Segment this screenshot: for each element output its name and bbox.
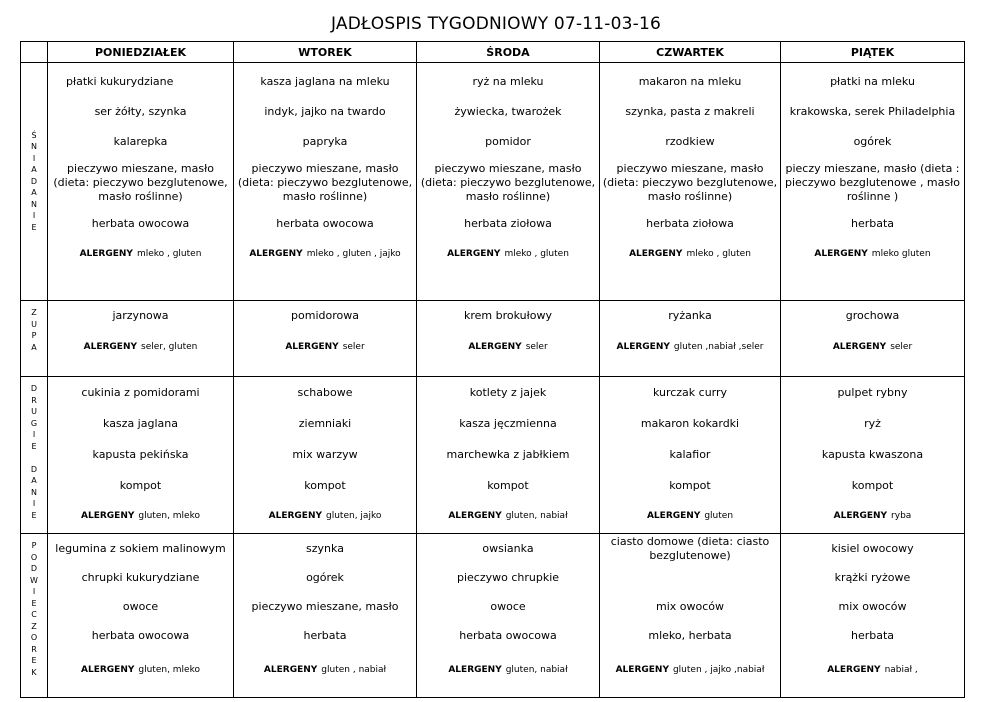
allergen-line [781, 239, 964, 269]
menu-item: kalafior [669, 447, 711, 461]
allergen-label: ALERGENY [79, 249, 133, 259]
allergen-label: ALERGENY [81, 511, 135, 521]
allergen-list: gluten ,nabiał ,seler [673, 342, 764, 352]
menu-item: płatki na mleku [830, 75, 915, 88]
allergen-line [781, 331, 964, 363]
menu-item: pieczy mieszane, masło (dieta : pieczywo bezglutenowe , masło roślinne ) [785, 162, 960, 203]
menu-item: pieczywo mieszane, masło (dieta: pieczywo bezglutenowe, masło roślinne) [53, 162, 228, 203]
menu-item: jarzynowa [112, 309, 169, 322]
allergen-line [48, 239, 233, 269]
menu-cell [781, 377, 965, 534]
allergen-line [234, 331, 416, 363]
menu-item: kapusta kwaszona [821, 447, 924, 461]
allergen-label: ALERGENY [629, 249, 683, 259]
menu-item: pomidorowa [291, 309, 359, 322]
day-header-tuesday: WTOREK [234, 42, 417, 63]
menu-item: herbata owocowa [276, 217, 374, 230]
menu-item: herbata owocowa [91, 628, 190, 642]
allergen-list: nabiał , [884, 665, 918, 675]
menu-cell [234, 301, 417, 377]
menu-cell [234, 63, 417, 301]
menu-cell [781, 63, 965, 301]
menu-cell [781, 301, 965, 377]
menu-item: szynka, pasta z makreli [625, 105, 755, 118]
menu-item: owoce [122, 599, 159, 613]
page-title: JADŁOSPIS TYGODNIOWY 07-11-03-16 [330, 14, 662, 34]
allergen-list: seler [342, 342, 365, 352]
menu-item: rzodkiew [665, 135, 715, 148]
allergen-label: ALERGENY [814, 249, 868, 259]
soup-row [21, 301, 965, 377]
menu-item: pieczywo mieszane, masło (dieta: pieczywo bezglutenowe, masło roślinne) [602, 162, 778, 203]
allergen-line [417, 331, 599, 363]
allergen-label: ALERGENY [249, 249, 303, 259]
allergen-line [781, 650, 964, 690]
main-course-label: D R U G I E D A N I E [21, 377, 48, 534]
menu-item: mix owoców [838, 599, 907, 613]
menu-item: kotlety z jajek [469, 385, 547, 399]
allergen-list: mleko , gluten [136, 249, 202, 259]
allergen-line [600, 650, 780, 690]
menu-item: ogórek [853, 135, 892, 148]
menu-item: ryż [864, 416, 881, 430]
menu-item: kasza jęczmienna [459, 416, 557, 430]
allergen-list: gluten, mleko [138, 665, 200, 675]
allergen-label: ALERGENY [615, 665, 669, 675]
day-header-friday: PIĄTEK [781, 42, 965, 63]
allergen-line [234, 650, 416, 690]
allergen-list: seler, gluten [141, 342, 198, 352]
allergen-list: seler [525, 342, 548, 352]
allergen-line [600, 239, 780, 269]
menu-item: makaron na mleku [638, 75, 742, 88]
menu-item: indyk, jajko na twardo [264, 105, 386, 118]
menu-item: herbata [303, 628, 347, 642]
menu-cell [417, 301, 600, 377]
allergen-list: ryba [891, 511, 912, 521]
menu-item: kompot [487, 478, 529, 492]
day-header-wednesday: ŚRODA [417, 42, 600, 63]
main-course-row [21, 377, 965, 534]
allergen-list: gluten, mleko [138, 511, 200, 521]
menu-item: krakowska, serek Philadelphia [789, 105, 956, 118]
allergen-list: gluten, jajko [326, 511, 382, 521]
allergen-line [781, 501, 964, 531]
allergen-line [600, 501, 780, 531]
allergen-line [417, 501, 599, 531]
menu-item: ryżanka [668, 309, 712, 322]
allergen-line [48, 501, 233, 531]
menu-cell [234, 534, 417, 698]
menu-item: cukinia z pomidorami [81, 385, 200, 399]
menu-item: kisiel owocowy [831, 541, 914, 555]
menu-item: herbata owocowa [91, 217, 190, 230]
allergen-label: ALERGENY [646, 511, 701, 521]
menu-item: mix warzyw [292, 447, 358, 461]
menu-item: schabowe [297, 385, 353, 399]
menu-cell [48, 377, 234, 534]
allergen-label: ALERGENY [448, 511, 502, 521]
menu-cell [781, 534, 965, 698]
menu-item: kalarepka [113, 135, 168, 148]
menu-item: papryka [302, 135, 348, 148]
allergen-list: mleko , gluten , jajko [306, 249, 401, 259]
day-header-monday: PONIEDZIAŁEK [48, 42, 234, 63]
menu-item: herbata [850, 217, 895, 230]
menu-item: owoce [490, 599, 526, 613]
allergen-list: seler [890, 342, 913, 352]
allergen-label: ALERGENY [833, 511, 888, 521]
allergen-list: gluten , jajko ,nabiał [672, 665, 765, 675]
allergen-label: ALERGENY [832, 342, 887, 352]
allergen-line [417, 650, 599, 690]
menu-item: herbata ziołowa [464, 217, 552, 230]
allergen-list: mleko , gluten [504, 249, 569, 259]
snack-row [21, 534, 965, 698]
allergen-list: gluten , nabiał [321, 665, 387, 675]
menu-item: owsianka [482, 541, 534, 555]
allergen-label: ALERGENY [468, 342, 522, 352]
menu-item: pieczywo mieszane, masło (dieta: pieczywo bezglutenowe, masło roślinne) [237, 162, 413, 203]
menu-cell [417, 377, 600, 534]
menu-item: ser żółty, szynka [94, 105, 187, 118]
breakfast-label: Ś N I A D A N I E [21, 63, 48, 301]
menu-item: ziemniaki [298, 416, 352, 430]
menu-cell [234, 377, 417, 534]
menu-cell [417, 534, 600, 698]
menu-item: żywiecka, twarożek [454, 105, 562, 118]
menu-item: ogórek [306, 570, 344, 584]
header-row [21, 42, 965, 63]
allergen-line [48, 650, 233, 690]
allergen-list: mleko gluten [871, 249, 931, 259]
menu-cell [600, 301, 781, 377]
menu-item: kompot [851, 478, 894, 492]
corner-cell [21, 42, 48, 63]
allergen-list: gluten [704, 511, 734, 521]
allergen-label: ALERGENY [448, 665, 502, 675]
menu-cell [417, 63, 600, 301]
menu-item: kompot [119, 478, 162, 492]
menu-item: kompot [669, 478, 711, 492]
menu-item: mix owoców [655, 599, 724, 613]
allergen-label: ALERGENY [268, 511, 323, 521]
menu-item: ciasto domowe (dieta: ciasto bezglutenowe) [610, 534, 770, 562]
allergen-list: mleko , gluten [686, 249, 751, 259]
menu-item: kurczak curry [652, 385, 728, 399]
menu-item: krążki ryżowe [834, 570, 911, 584]
menu-item: pomidor [485, 135, 531, 148]
menu-table [20, 41, 965, 698]
menu-item: płatki kukurydziane [66, 75, 174, 88]
menu-item: legumina z sokiem malinowym [55, 541, 226, 555]
menu-item: pulpet rybny [837, 385, 908, 399]
menu-item: pieczywo mieszane, masło (dieta: pieczywo bezglutenowe, masło roślinne) [420, 162, 596, 203]
menu-cell [48, 301, 234, 377]
menu-item: kasza jaglana na mleku [260, 75, 390, 88]
menu-cell [48, 63, 234, 301]
menu-cell [600, 377, 781, 534]
menu-item: pieczywo chrupkie [456, 570, 560, 584]
allergen-label: ALERGENY [263, 665, 318, 675]
menu-item: kasza jaglana [103, 416, 178, 430]
menu-item: marchewka z jabłkiem [446, 447, 570, 461]
menu-item: szynka [306, 541, 344, 555]
allergen-label: ALERGENY [616, 342, 670, 352]
allergen-list: gluten, nabiał [505, 511, 568, 521]
menu-item: kapusta pekińska [92, 447, 189, 461]
menu-item: grochowa [845, 309, 900, 322]
menu-item: herbata [850, 628, 895, 642]
allergen-label: ALERGENY [447, 249, 501, 259]
menu-cell [600, 63, 781, 301]
allergen-label: ALERGENY [81, 665, 135, 675]
menu-item: makaron kokardki [640, 416, 740, 430]
menu-item [600, 563, 780, 592]
day-header-thursday: CZWARTEK [600, 42, 781, 63]
menu-item: pieczywo mieszane, masło [251, 599, 399, 613]
menu-item: krem brokułowy [464, 309, 552, 322]
breakfast-row [21, 63, 965, 301]
menu-item: kompot [304, 478, 346, 492]
allergen-label: ALERGENY [83, 342, 137, 352]
soup-label: Z U P A [21, 301, 48, 377]
menu-item: mleko, herbata [648, 628, 732, 642]
allergen-label: ALERGENY [285, 342, 339, 352]
menu-item: herbata owocowa [459, 628, 557, 642]
allergen-list: gluten, nabiał [505, 665, 568, 675]
menu-item: chrupki kukurydziane [81, 570, 200, 584]
menu-cell [48, 534, 234, 698]
allergen-line [600, 331, 780, 363]
allergen-line [417, 239, 599, 269]
allergen-label: ALERGENY [827, 665, 881, 675]
snack-label: P O D W I E C Z O R E K [21, 534, 48, 698]
menu-item: herbata ziołowa [646, 217, 734, 230]
allergen-line [234, 501, 416, 531]
menu-item: ryż na mleku [472, 75, 544, 88]
allergen-line [234, 239, 416, 269]
allergen-line [48, 331, 233, 363]
menu-cell [600, 534, 781, 698]
